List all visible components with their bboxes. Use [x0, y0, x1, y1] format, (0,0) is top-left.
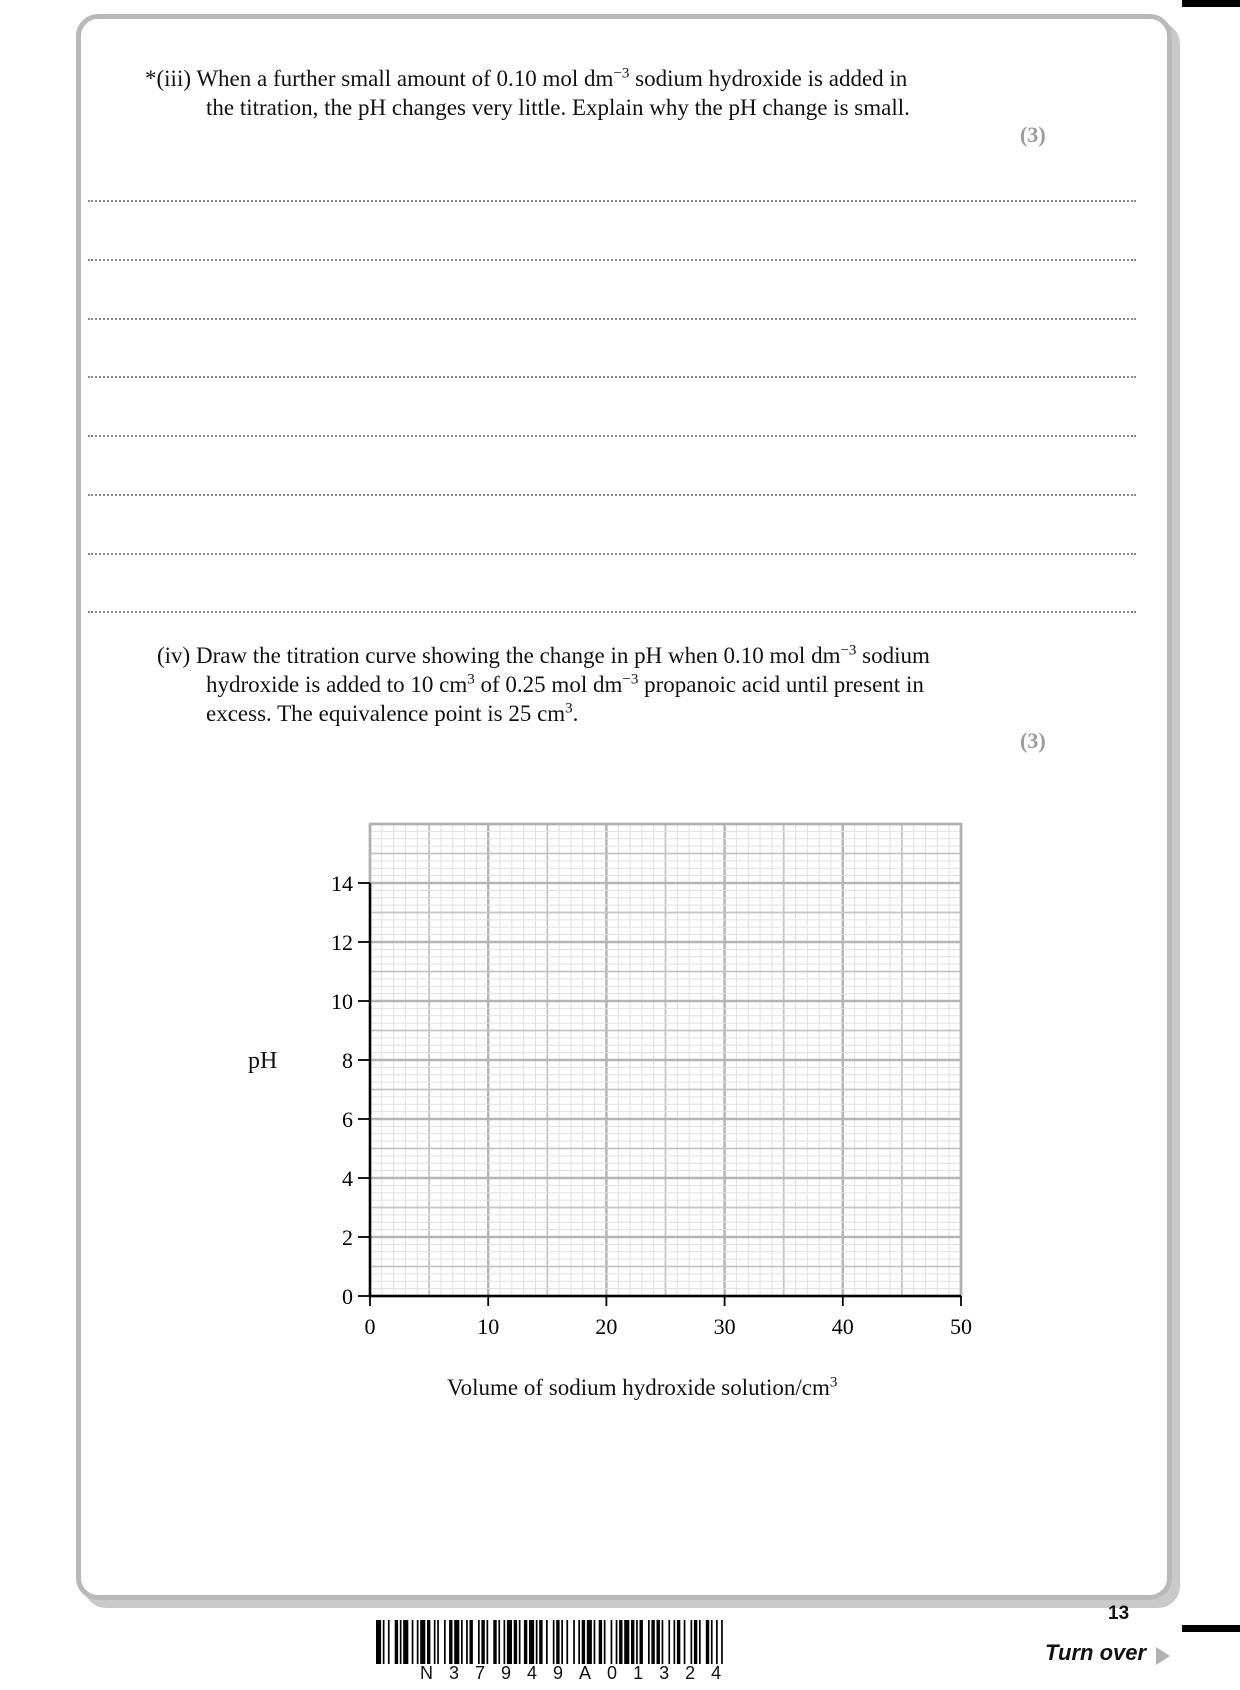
- barcode-bar: [420, 1620, 425, 1664]
- y-tick-label: 2: [342, 1225, 353, 1250]
- y-tick-label: 6: [342, 1107, 353, 1132]
- barcode-bar: [648, 1620, 650, 1664]
- barcode-bar: [636, 1620, 638, 1664]
- barcode-bar: [507, 1620, 512, 1664]
- q4-line1-a: (iv) Draw the titration curve showing the change in pH when 0.10 mol dm: [157, 643, 841, 668]
- barcode-bar: [578, 1620, 580, 1664]
- barcode-bar: [434, 1620, 436, 1664]
- page-number: 13: [1108, 1603, 1130, 1624]
- q3-line1-a: *(iii) When a further small amount of 0.10 mol dm: [145, 66, 614, 91]
- barcode-bar: [662, 1620, 664, 1664]
- barcode-bar: [504, 1620, 506, 1664]
- barcode-bar: [611, 1620, 613, 1664]
- barcode-bar: [536, 1620, 538, 1664]
- barcode-bar: [587, 1620, 592, 1664]
- barcode-bar: [417, 1620, 419, 1664]
- q4-line2-c: propanoic acid until present in: [638, 672, 924, 697]
- barcode-bar: [599, 1620, 602, 1664]
- y-tick-label: 8: [342, 1048, 353, 1073]
- q3-sup: −3: [613, 65, 630, 82]
- q4-line2-sup2: −3: [622, 671, 639, 688]
- barcode-bar: [449, 1620, 452, 1664]
- barcode-number: N37949A01324: [420, 1663, 738, 1683]
- q4-line3-sup: 3: [565, 700, 573, 717]
- barcode-bar: [514, 1620, 517, 1664]
- barcode: [376, 1620, 864, 1664]
- barcode-bar: [556, 1620, 559, 1664]
- x-tick-label: 40: [831, 1314, 854, 1339]
- barcode-bar: [437, 1620, 439, 1664]
- barcode-bar: [716, 1620, 718, 1664]
- barcode-bar: [403, 1620, 408, 1664]
- turn-over-label: Turn over: [1045, 1640, 1147, 1665]
- barcode-bar: [721, 1620, 723, 1664]
- barcode-bar: [566, 1620, 568, 1664]
- barcode-bar: [466, 1620, 468, 1664]
- q4-line1-b: sodium: [856, 643, 930, 668]
- barcode-bar: [546, 1620, 548, 1664]
- barcode-bar: [706, 1620, 709, 1664]
- marks-iii: (3): [1020, 122, 1046, 147]
- barcode-bar: [604, 1620, 606, 1664]
- barcode-bar: [478, 1620, 480, 1664]
- barcode-bar: [657, 1620, 660, 1664]
- x-tick-label: 0: [364, 1314, 376, 1339]
- barcode-bar: [481, 1620, 484, 1664]
- corner-bar-bottom: [1182, 1625, 1240, 1632]
- barcode-bar: [619, 1620, 622, 1664]
- barcode-bar: [582, 1620, 585, 1664]
- q3-line1-b: sodium hydroxide is added in: [629, 66, 908, 91]
- barcode-bar: [699, 1620, 701, 1664]
- barcode-bar: [487, 1620, 489, 1664]
- barcode-bar: [427, 1620, 430, 1664]
- barcode-bar: [461, 1620, 463, 1664]
- x-tick-label: 20: [595, 1314, 618, 1339]
- barcode-bar: [640, 1620, 643, 1664]
- q4-line1-sup: −3: [840, 642, 857, 659]
- barcode-bar: [711, 1620, 713, 1664]
- barcode-bar: [400, 1620, 402, 1664]
- y-tick-label: 4: [342, 1166, 353, 1191]
- barcode-bar: [691, 1620, 693, 1664]
- q4-line3-b: .: [572, 701, 579, 726]
- turn-over-arrow-icon: [1156, 1647, 1170, 1665]
- barcode-bar: [668, 1620, 670, 1664]
- barcode-bar: [412, 1620, 414, 1664]
- barcode-bar: [573, 1620, 575, 1664]
- barcode-bar: [631, 1620, 634, 1664]
- barcode-bar: [498, 1620, 500, 1664]
- barcode-bar: [684, 1620, 686, 1664]
- barcode-bar: [395, 1620, 398, 1664]
- barcode-bar: [493, 1620, 496, 1664]
- barcode-bar: [553, 1620, 555, 1664]
- barcode-bar: [651, 1620, 654, 1664]
- barcode-bar: [376, 1620, 381, 1664]
- y-tick-label: 0: [342, 1284, 353, 1309]
- barcode-bar: [454, 1620, 459, 1664]
- barcode-bar: [529, 1620, 534, 1664]
- barcode-bar: [694, 1620, 697, 1664]
- q4-line2-sup1: 3: [467, 671, 475, 688]
- barcode-bar: [383, 1620, 385, 1664]
- x-tick-label: 30: [713, 1314, 736, 1339]
- y-tick-label: 10: [331, 989, 353, 1014]
- barcode-bar: [444, 1620, 446, 1664]
- x-tick-label: 10: [477, 1314, 500, 1339]
- q4-line2-a: hydroxide is added to 10 cm: [206, 672, 468, 697]
- barcode-bar: [524, 1620, 527, 1664]
- barcode-bar: [616, 1620, 618, 1664]
- barcode-bar: [594, 1620, 596, 1664]
- x-axis-label: [447, 1375, 837, 1401]
- barcode-bar: [674, 1620, 676, 1664]
- x-axis-label-text: Volume of sodium hydroxide solution/cm: [447, 1375, 830, 1400]
- q4-line3-a: excess. The equivalence point is 25 cm: [206, 701, 566, 726]
- barcode-bar: [388, 1620, 390, 1664]
- marks-iv: (3): [1020, 728, 1046, 753]
- x-axis-label-sup: 3: [829, 1374, 838, 1391]
- barcode-bar: [519, 1620, 521, 1664]
- y-tick-label: 14: [331, 871, 353, 896]
- q3-line2: the titration, the pH changes very little. Explain why the pH change is small.: [206, 95, 910, 120]
- barcode-bar: [677, 1620, 680, 1664]
- barcode-bar: [539, 1620, 542, 1664]
- barcode-bar: [561, 1620, 563, 1664]
- x-tick-label: 50: [950, 1314, 972, 1339]
- q4-line2-b: of 0.25 mol dm: [474, 672, 623, 697]
- barcode-bar: [624, 1620, 629, 1664]
- barcode-bar: [470, 1620, 473, 1664]
- y-tick-label: 12: [331, 930, 353, 955]
- y-axis-label: pH: [248, 1048, 278, 1074]
